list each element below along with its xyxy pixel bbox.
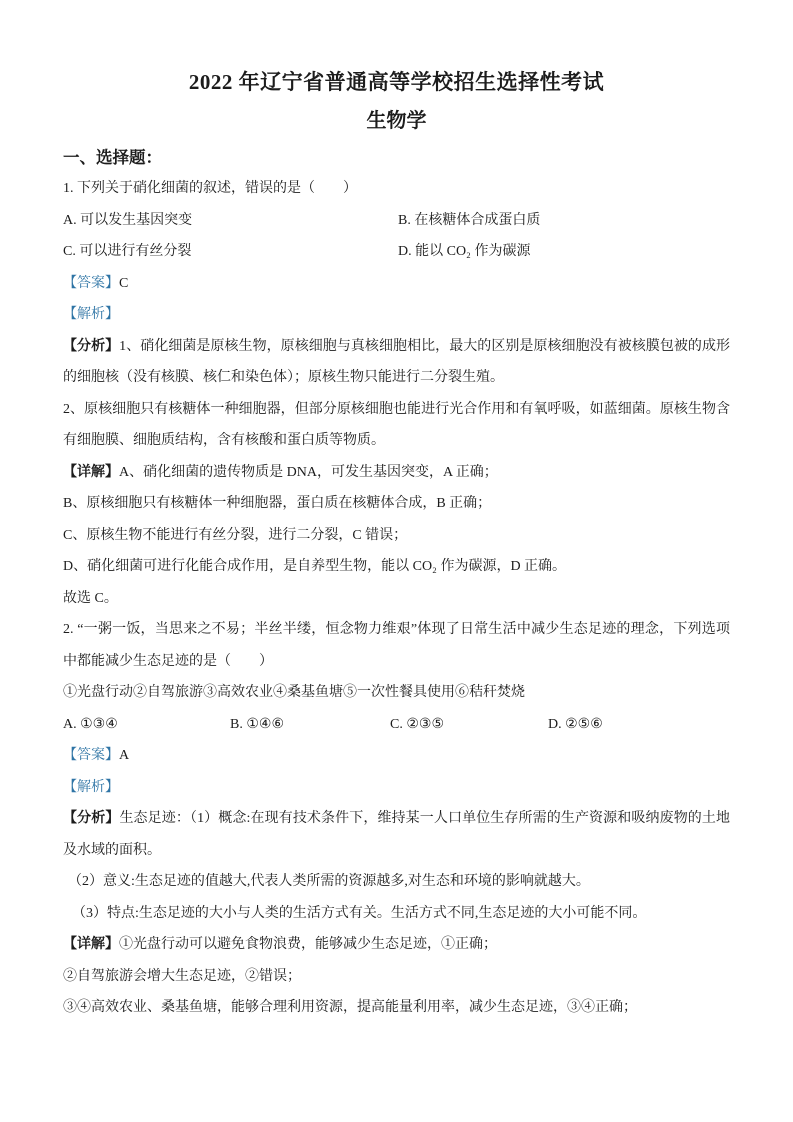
q1-xiangjie-line-b: B、原核细胞只有核糖体一种细胞器，蛋白质在核糖体合成，B 正确； (63, 496, 492, 511)
q2-xiangjie-line-1 (63, 929, 730, 961)
q2-option-b: B. ①④⑥ (230, 716, 284, 732)
q2-fenxi-label: 【分析】 (63, 811, 120, 826)
q2-analysis-label-line (63, 772, 730, 804)
q2-option-a: A. ①③④ (63, 716, 118, 732)
q2-answer-line (63, 740, 730, 772)
q1-option-b: B. 在核糖体合成蛋白质 (398, 212, 541, 228)
q1-option-c: C. 可以进行有丝分裂 (63, 244, 192, 259)
q1-option-d: D. 能以 CO₂ 作为碳源 (398, 244, 531, 259)
q1-options-row-1 (63, 205, 730, 237)
q1-xiangjie-line-d: D、硝化细菌可进行化能合成作用，是自养型生物，能以 CO₂ 作为碳源，D 正确。 (63, 559, 567, 574)
q2-fenxi-paragraph-3: （3）特点:生态足迹的大小与人类的生活方式有关。生活方式不同,生态足迹的大小可能不同。 (72, 905, 647, 921)
q2-xiangjie-label: 【详解】 (63, 937, 119, 952)
page-title: 2022 年辽宁省普通高等学校招生选择性考试 (188, 70, 605, 94)
q1-answer-label: 【答案】 (63, 275, 119, 291)
q1-answer-line (63, 268, 730, 300)
q2-stem: 2. “一粥一饭，当思来之不易；半丝半缕，恒念物力维艰”体现了日常生活中减少生态足迹的理念，下列选项中都能减少生态足迹的是（ ） (63, 622, 730, 669)
q1-fenxi-paragraph-1 (63, 331, 730, 394)
q2-analysis-label: 【解析】 (63, 779, 119, 795)
q1-xiangjie-label: 【详解】 (63, 464, 119, 480)
q1-conclusion-line: 故选 C。 (63, 590, 118, 606)
q2-answer-label: 【答案】 (63, 748, 119, 763)
q1-xiangjie-line-a (63, 457, 730, 489)
questions-body (63, 173, 730, 1024)
page-subtitle: 生物学 (366, 110, 427, 132)
q1-stem: 1. 下列关于硝化细菌的叙述，错误的是（ ） (63, 181, 357, 196)
q1-analysis-label-line (63, 299, 730, 331)
q2-option-d: D. ②⑤⑥ (548, 716, 603, 732)
q2-xiangjie-text-1: ①光盘行动可以避免食物浪费，能够减少生态足迹，①正确； (119, 937, 497, 952)
q1-fenxi-text-1: 1、硝化细菌是原核生物，原核细胞与真核细胞相比，最大的区别是原核细胞没有被核膜包被的成形的细胞核（没有核膜、核仁和染色体）；原核生物只能进行二分裂生殖。 (63, 338, 730, 385)
q2-items-line: ①光盘行动②自驾旅游③高效农业④桑基鱼塘⑤一次性餐具使用⑥秸秆焚烧 (63, 685, 525, 700)
q2-options-row (63, 709, 730, 741)
q2-fenxi-paragraph-2: （2）意义:生态足迹的值越大,代表人类所需的资源越多,对生态和环境的影响就越大。 (68, 874, 590, 889)
q2-xiangjie-line-3: ③④高效农业、桑基鱼塘，能够合理利用资源，提高能量利用率，减少生态足迹，③④正确； (63, 1000, 637, 1015)
q1-options-row-2 (63, 236, 730, 268)
section-heading: 一、选择题： (63, 149, 162, 167)
q2-option-c: C. ②③⑤ (390, 716, 444, 732)
q1-answer-value: C (119, 275, 129, 291)
q1-xiangjie-line-c: C、原核生物不能进行有丝分裂，进行二分裂，C 错误； (63, 527, 408, 543)
q1-analysis-label: 【解析】 (63, 307, 119, 322)
q1-fenxi-label: 【分析】 (63, 338, 120, 354)
q2-fenxi-paragraph-1 (63, 803, 730, 866)
q1-xiangjie-text-a: A、硝化细菌的遗传物质是 DNA，可发生基因突变，A 正确； (119, 464, 498, 480)
q2-xiangjie-line-2: ②自驾旅游会增大生态足迹，②错误； (63, 968, 301, 984)
q1-fenxi-paragraph-2: 2、原核细胞只有核糖体一种细胞器，但部分原核细胞也能进行光合作用和有氧呼吸，如蓝细菌。原核生物含有细胞膜、细胞质结构，含有核酸和蛋白质等物质。 (63, 401, 730, 448)
q2-fenxi-text-1: 生态足迹：（1）概念:在现有技术条件下，维持某一人口单位生存所需的生产资源和吸纳废物的土地及水域的面积。 (63, 811, 731, 858)
q1-option-a: A. 可以发生基因突变 (63, 212, 193, 228)
q2-answer-value: A (119, 748, 130, 763)
